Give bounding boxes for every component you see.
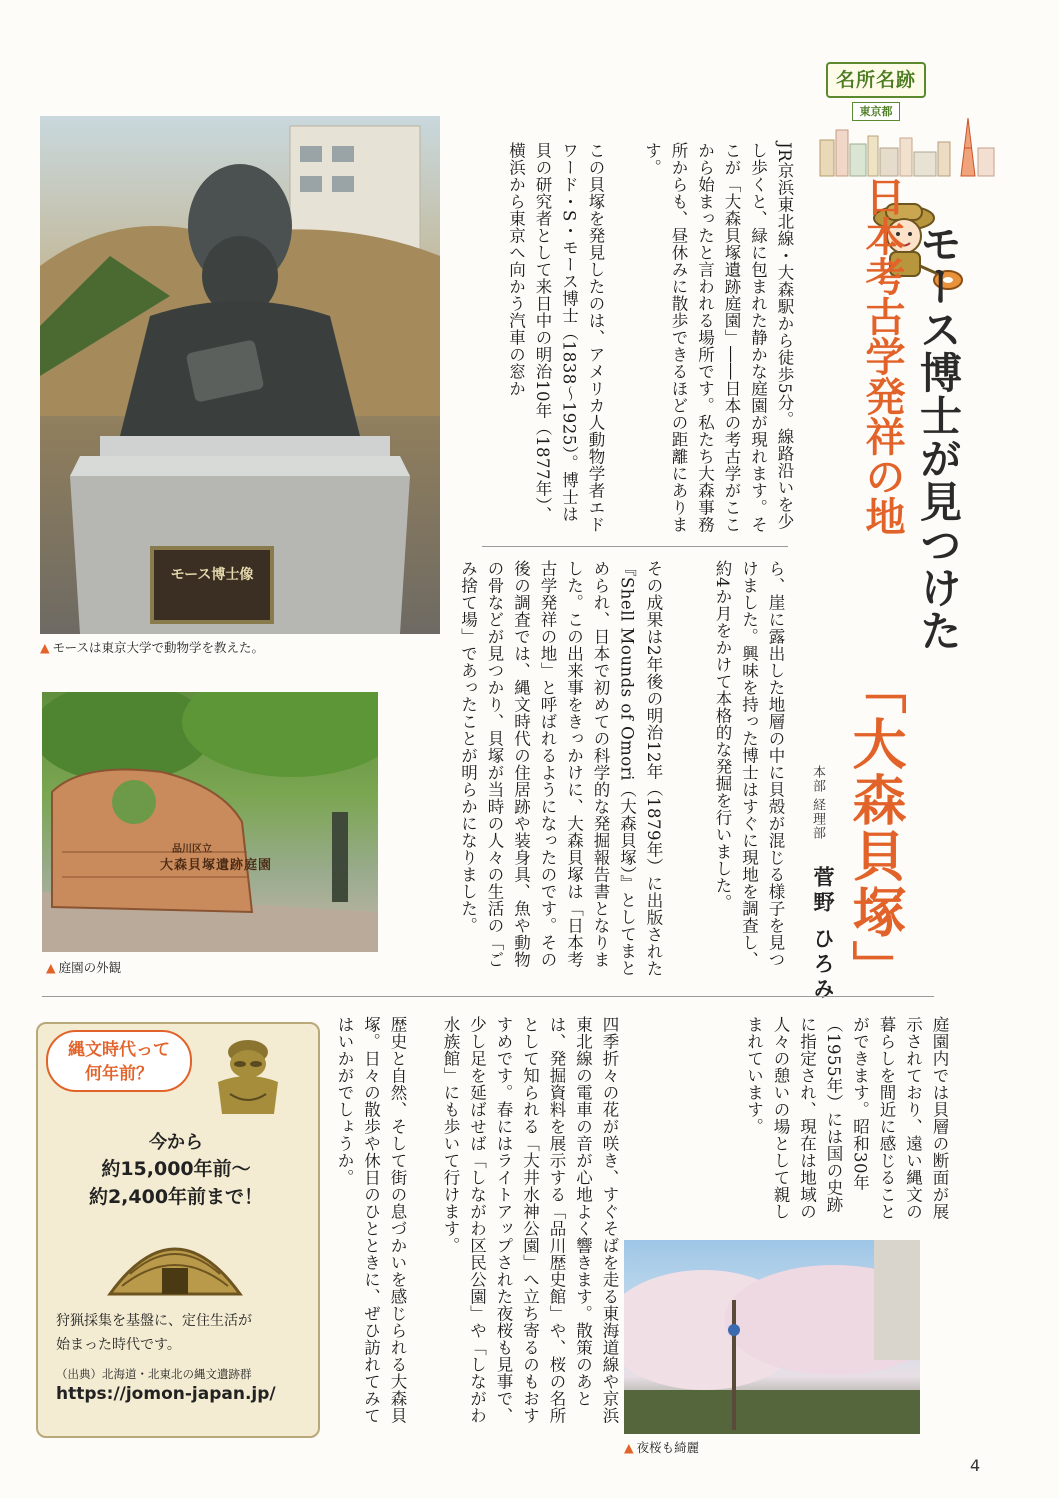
jomon-desc2: 始まった時代です。 [56,1337,181,1353]
morse-statue-photo [40,116,440,634]
divider-middle [42,996,934,997]
section-badge: 名所名跡 [826,62,926,98]
body-column-6: 四季折々の花が咲き、すぐそばを走る東海道線や京浜東北線の電車の音が心地よく響きます。散策のあとは、発掘資料を展示する「品川歴史館」や、桜の名所として知られる「大井水神公園」へ立ち寄るのもおすすめです。春にはライトアップされた夜桜も見事で、少し足を延ばせば「しながわ区民公園」や「しながわ水族館」にも歩いて行けます。 [441,1016,619,1424]
page-number: 4 [970,1456,981,1475]
body-column-7: 歴史と自然、そして街の息づかいを感じられる大森貝塚。日々の散歩や休日のひとときに、ぜひ訪れてみてはいかがでしょうか。 [335,1016,407,1424]
garden-sign-line1: 品川区立 [172,844,212,855]
divider-upper [482,546,788,547]
triangle-icon: ▲ [40,640,50,655]
statue-caption-text: モースは東京大学で動物学を教えた。 [52,640,265,655]
title-line2: 日本考古学発祥の地 [859,176,905,536]
jomon-url-link[interactable]: https://jomon-japan.jp/ [56,1384,276,1404]
statue-plaque-text: モース博士像 [170,567,254,583]
byline-author: 菅野 ひろみ [811,866,835,1003]
jomon-line2: 約15,000年前～ [101,1158,251,1180]
jomon-source: （出典）北海道・北東北の縄文遺跡群 [56,1367,252,1381]
jomon-line1: 今から [149,1132,203,1153]
triangle-icon: ▲ [46,960,56,975]
sakura-photo [624,1240,920,1434]
bubble-line1: 縄文時代って [68,1040,170,1060]
statue-caption [40,638,264,656]
title-line1: モース博士が見つけた [914,222,963,652]
prefecture-tag: 東京都 [852,102,900,121]
garden-sign-line2: 大森貝塚遺跡庭園 [160,858,273,873]
bubble-line2: 何年前？ [85,1064,153,1084]
body-column-4: その成果は2年後の明治12年（1879年）に出版された『Shell Mounds of Omori（大森貝塚）』としてまとめられ、日本で初めての科学的な発掘報告書となりました。この出来事をきっかけに、大森貝塚は「日本考古学発祥の地」と呼ばれるようになったのです。その後の調査では、縄文時代の住居跡や装身具、魚や動物の骨などが見つかり、貝塚が当時の人々の生活の「ごみ捨て場」であったことが明らかになりました。 [458,560,663,977]
body-column-3: ら、崖に露出した地層の中に貝殻が混じる様子を見つけました。興味を持った博士はすぐに現地を調査し、約4か月をかけて本格的な発掘を行いました。 [713,560,785,968]
triangle-icon: ▲ [624,1440,634,1455]
garden-caption [46,958,121,976]
jomon-desc1: 狩猟採集を基盤に、定住生活が [56,1313,252,1329]
body-column-1: JR京浜東北線・大森駅から徒歩5分。線路沿いを少し歩くと、緑に包まれた静かな庭園が現れます。そこが「大森貝塚遺跡庭園」――日本の考古学がここから始まったと言われる場所です。私たち大森事務所からも、昼休みに散歩できるほどの距離にあります。 [642,142,794,533]
byline-department: 本部 経理部 [810,765,825,841]
sakura-caption [624,1438,699,1456]
garden-caption-text: 庭園の外観 [58,960,122,975]
body-column-5: 庭園内では貝層の断面が展示されており、遠い縄文の暮らしを間近に感じることができます。昭和30年（1955年）には国の史跡に指定され、現在は地域の人々の憩いの場として親しまれています。 [744,1016,949,1220]
sakura-caption-text: 夜桜も綺麗 [636,1440,700,1455]
jomon-question-bubble [46,1030,192,1092]
jomon-line3: 約2,400年前まで！ [88,1186,264,1208]
garden-entrance-photo [42,692,378,952]
title-line3: 「大森貝塚」 [844,660,907,996]
body-column-2: この貝塚を発見したのは、アメリカ人動物学者エドワード・S・モース博士（1838～1925）。博士は貝の研究者として来日中の明治10年（1877年）、横浜から東京へ向かう汽車の窓か [506,142,605,533]
skyline-illustration [818,118,998,178]
dogu-figurine-icon [204,1034,294,1124]
pit-dwelling-icon [100,1214,250,1298]
